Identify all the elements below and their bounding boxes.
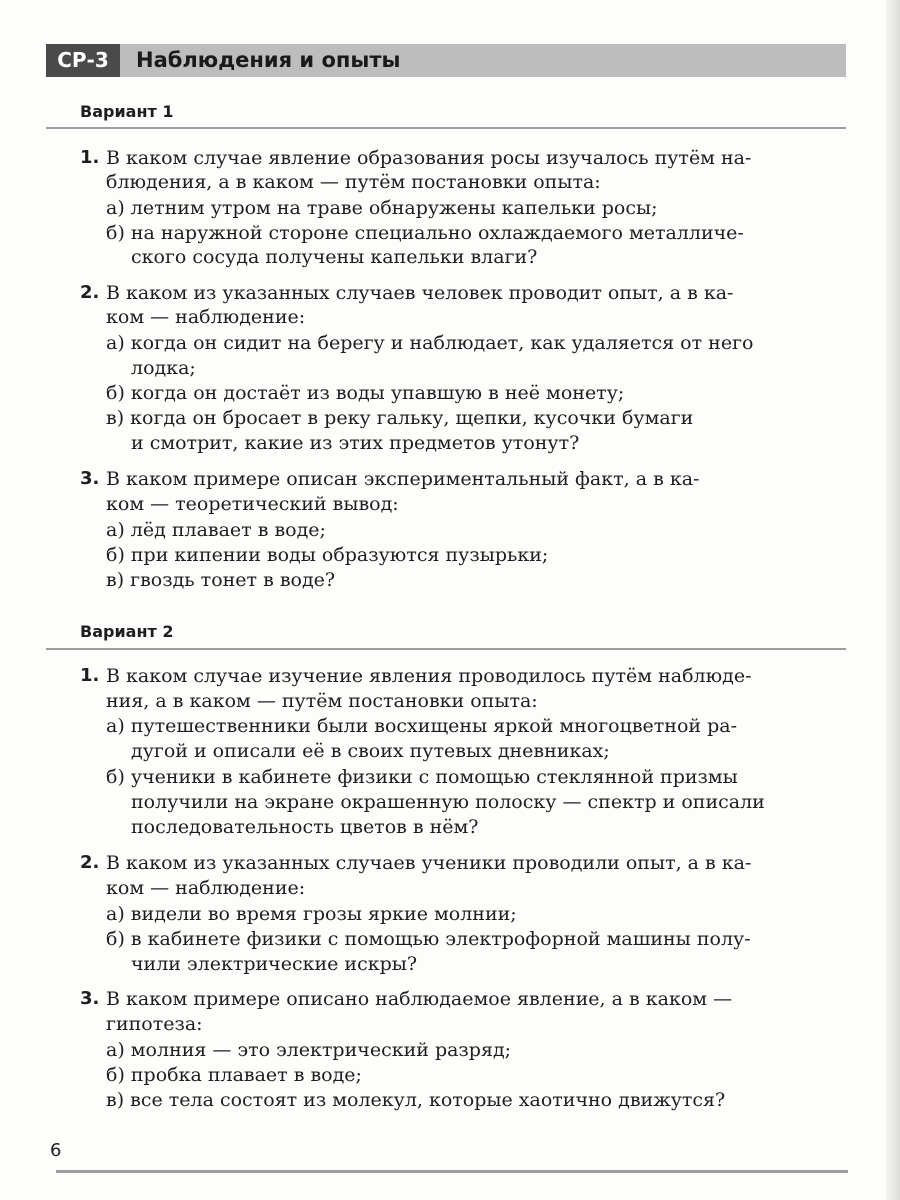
answer-option: б) на наружной стороне специально охлаждаемого металличе- bbox=[106, 222, 744, 244]
variant-2-divider bbox=[46, 648, 846, 650]
answer-option-continued: лодка; bbox=[131, 357, 196, 379]
variant-2-label: Вариант 2 bbox=[80, 622, 174, 641]
question-number: 1. bbox=[80, 147, 100, 168]
question-text: блюдения, а в каком — путём постановки опыта: bbox=[106, 171, 601, 193]
answer-option: б) пробка плавает в воде; bbox=[106, 1064, 362, 1086]
answer-option: а) лёд плавает в воде; bbox=[106, 519, 326, 541]
answer-option: б) в кабинете физики с помощью электрофорной машины полу- bbox=[106, 928, 751, 950]
answer-option: б) при кипении воды образуются пузырьки; bbox=[106, 544, 549, 566]
question-text: В каком из указанных случаев человек проводит опыт, а в ка- bbox=[106, 282, 734, 304]
page-number: 6 bbox=[50, 1140, 62, 1161]
question-text: В каком случае изучение явления проводилось путём наблюде- bbox=[106, 665, 752, 687]
answer-option: б) ученики в кабинете физики с помощью стеклянной призмы bbox=[106, 766, 738, 788]
answer-option: а) когда он сидит на берегу и наблюдает, как удаляется от него bbox=[106, 332, 754, 354]
answer-option: в) гвоздь тонет в воде? bbox=[106, 569, 336, 591]
question-text: В каком случае явление образования росы изучалось путём на- bbox=[106, 147, 752, 169]
answer-option-continued: ского сосуда получены капельки влаги? bbox=[131, 246, 538, 268]
question-text: ком — наблюдение: bbox=[106, 306, 306, 328]
question-text: ком — наблюдение: bbox=[106, 877, 306, 899]
question-text: В каком примере описан экспериментальный факт, а в ка- bbox=[106, 468, 700, 490]
answer-option: а) путешественники были восхищены яркой многоцветной ра- bbox=[106, 715, 737, 737]
answer-option: а) видели во время грозы яркие молнии; bbox=[106, 903, 517, 925]
footer-divider bbox=[56, 1170, 848, 1173]
answer-option-continued: и смотрит, какие из этих предметов утонут? bbox=[131, 432, 580, 454]
answer-option: б) когда он достаёт из воды упавшую в неё монету; bbox=[106, 382, 625, 404]
question-number: 3. bbox=[80, 468, 100, 489]
section-title: Наблюдения и опыты bbox=[136, 48, 401, 72]
question-text: ния, а в каком — путём постановки опыта: bbox=[106, 690, 538, 712]
question-number: 3. bbox=[80, 988, 100, 1009]
question-text: В каком из указанных случаев ученики проводили опыт, а в ка- bbox=[106, 852, 752, 874]
question-number: 2. bbox=[80, 852, 100, 873]
answer-option: а) летним утром на траве обнаружены капельки росы; bbox=[106, 197, 658, 219]
answer-option: в) когда он бросает в реку гальку, щепки, кусочки бумаги bbox=[106, 407, 694, 429]
answer-option: а) молния — это электрический разряд; bbox=[106, 1039, 512, 1061]
question-text: ком — теоретический вывод: bbox=[106, 493, 399, 515]
question-number: 2. bbox=[80, 282, 100, 303]
variant-1-label: Вариант 1 bbox=[80, 102, 174, 121]
section-header bbox=[46, 44, 846, 77]
question-text: В каком примере описано наблюдаемое явление, а в каком — bbox=[106, 988, 733, 1010]
question-text: гипотеза: bbox=[106, 1013, 203, 1035]
question-number: 1. bbox=[80, 665, 100, 686]
answer-option-continued: последовательность цветов в нём? bbox=[131, 816, 479, 838]
answer-option-continued: дугой и описали её в своих путевых дневниках; bbox=[131, 740, 610, 762]
variant-1-divider bbox=[46, 127, 846, 129]
answer-option-continued: чили электрические искры? bbox=[131, 953, 418, 975]
answer-option: в) все тела состоят из молекул, которые хаотично движутся? bbox=[106, 1089, 726, 1111]
answer-option-continued: получили на экране окрашенную полоску — спектр и описали bbox=[131, 791, 765, 813]
section-code: СР-3 bbox=[46, 44, 120, 77]
